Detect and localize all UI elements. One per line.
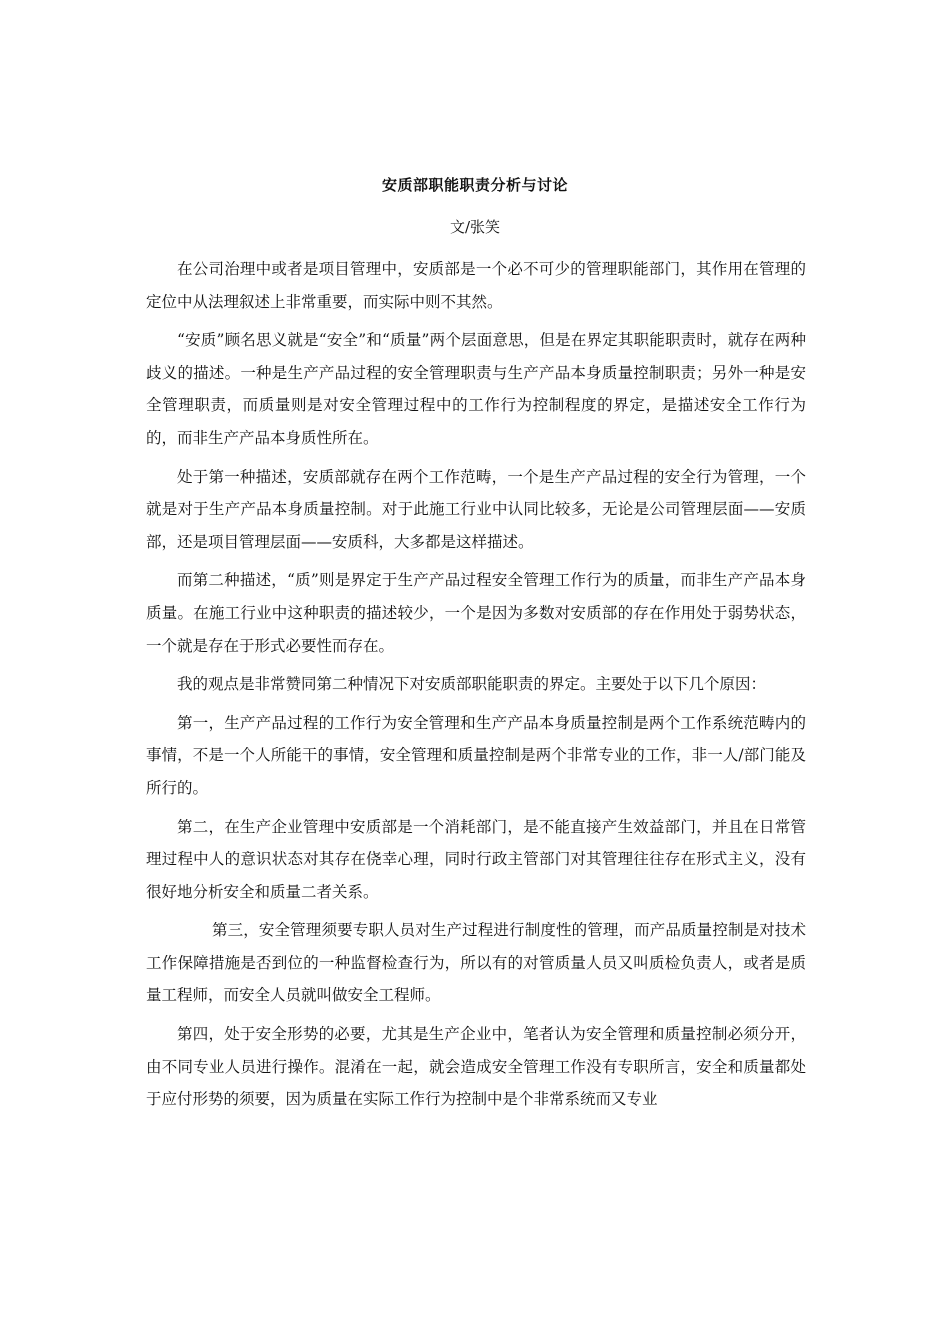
document-title: 安质部职能职责分析与讨论: [381, 176, 568, 194]
paragraph-first-description: 处于第一种描述，安质部就存在两个工作范畴，一个是生产产品过程的安全行为管理，一个就是对于生产产品本身质量控制。对于此施工行业中认同比较多，无论是公司管理层面——安质部，还是项目管理层面——安质科，大多都是这样描述。: [146, 467, 806, 551]
document-author: 文/张笑: [449, 218, 501, 236]
paragraph-second-description: 而第二种描述，“质”则是界定于生产产品过程安全管理工作行为的质量，而非生产产品本身质量。在施工行业中这种职责的描述较少，一个是因为多数对安质部的存在作用处于弱势状态，一个就是存在于形式必要性而存在。: [146, 571, 806, 655]
paragraph-opinion: 我的观点是非常赞同第二种情况下对安质部职能职责的界定。主要处于以下几个原因：: [177, 675, 767, 694]
paragraph-definition: “安质”顾名思义就是“安全”和“质量”两个层面意思，但是在界定其职能职责时，就存在两种歧义的描述。一种是生产产品过程的安全管理职责与生产产品本身质量控制职责；另外一种是安全管理职责，而质量则是对安全管理过程中的工作行为控制程度的界定，是描述安全工作行为的，而非生产产品本身质性所在。: [146, 331, 806, 447]
paragraph-reason-3: 第三，安全管理须要专职人员对生产过程进行制度性的管理，而产品质量控制是对技术工作保障措施是否到位的一种监督检查行为，所以有的对管质量人员又叫质检负责人，或者是质量工程师，而安全人员就叫做安全工程师。: [146, 921, 806, 1005]
paragraph-reason-2: 第二，在生产企业管理中安质部是一个消耗部门，是不能直接产生效益部门，并且在日常管理过程中人的意识状态对其存在侥幸心理，同时行政主管部门对其管理往往存在形式主义，没有很好地分析安全和质量二者关系。: [146, 817, 806, 901]
paragraph-intro: 在公司治理中或者是项目管理中，安质部是一个必不可少的管理职能部门，其作用在管理的定位中从法理叙述上非常重要，而实际中则不其然。: [146, 260, 806, 311]
paragraph-reason-1: 第一，生产产品过程的工作行为安全管理和生产产品本身质量控制是两个工作系统范畴内的事情，不是一个人所能干的事情，安全管理和质量控制是两个非常专业的工作，非一人/部门能及所行的。: [146, 713, 806, 797]
document-body: [146, 253, 806, 1122]
paragraph-reason-4: 第四，处于安全形势的必要，尤其是生产企业中，笔者认为安全管理和质量控制必须分开，由不同专业人员进行操作。混淆在一起，就会造成安全管理工作没有专职所言，安全和质量都处于应付形势的须要，因为质量在实际工作行为控制中是个非常系统而又专业: [146, 1025, 806, 1109]
